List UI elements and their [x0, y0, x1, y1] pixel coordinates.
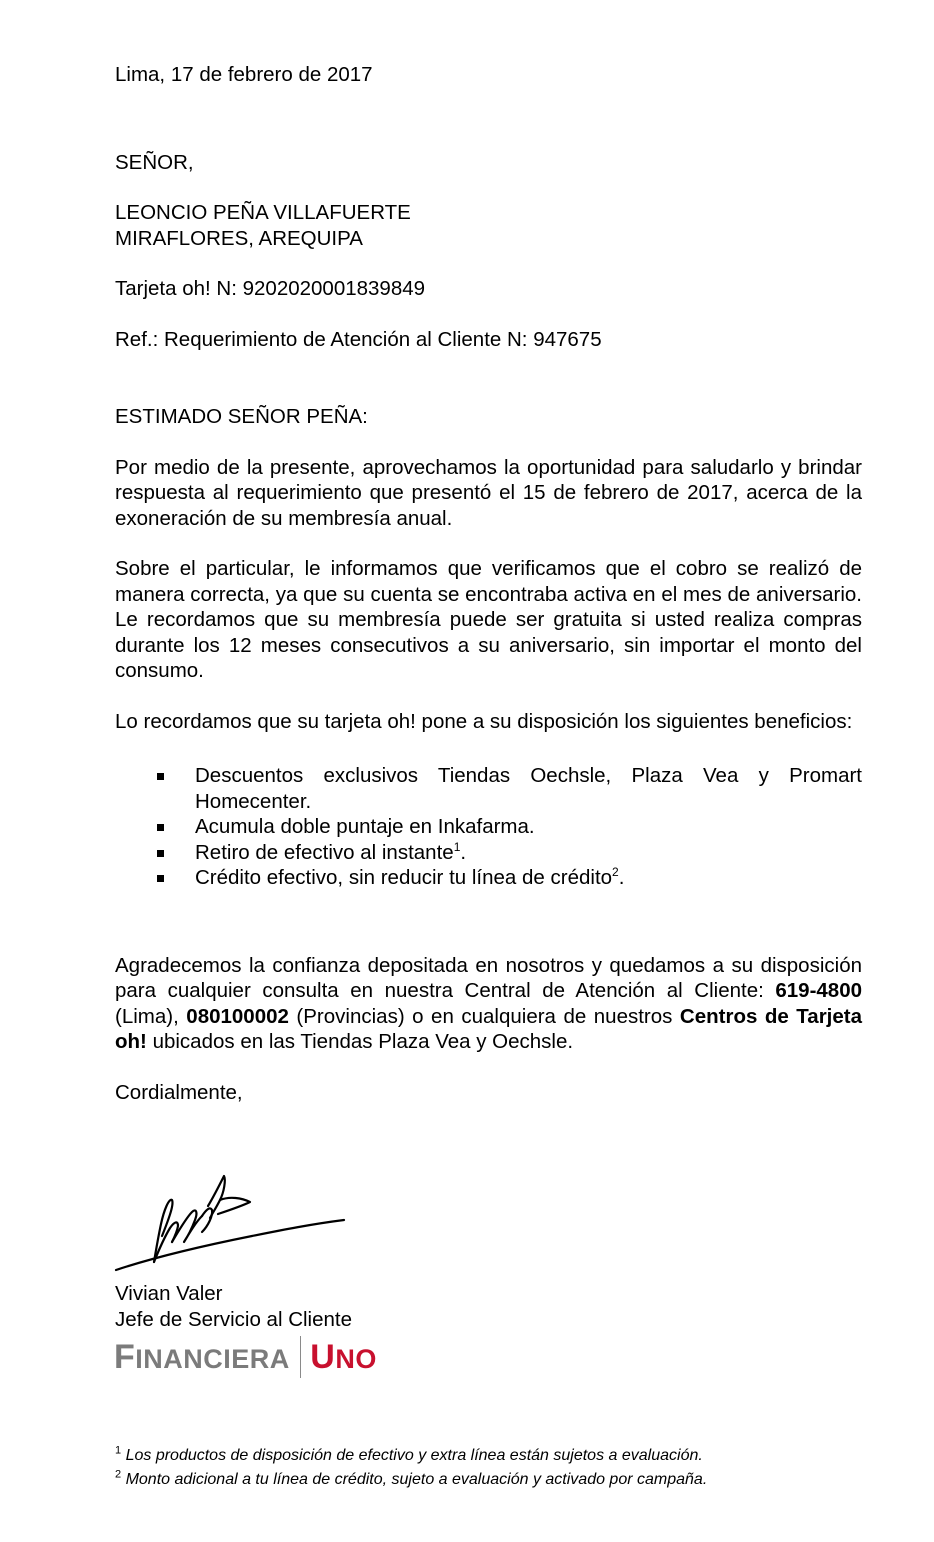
financiera-uno-logo	[114, 1334, 377, 1380]
benefits-list	[115, 763, 862, 891]
signer-title: Jefe de Servicio al Cliente	[115, 1308, 353, 1331]
square-bullet-icon	[157, 850, 164, 857]
sign-off: Cordialmente,	[115, 1080, 243, 1104]
signer-name: Vivian Valer	[115, 1282, 223, 1305]
logo-right-word: UNO	[310, 1337, 377, 1376]
square-bullet-icon	[157, 824, 164, 831]
card-centers: Centros de Tarjeta oh!	[115, 1004, 862, 1053]
logo-left-word: FINANCIERA	[114, 1337, 290, 1376]
recipient-name: LEONCIO PEÑA VILLAFUERTE	[115, 201, 411, 224]
footnotes	[115, 1444, 707, 1492]
paragraph-benefits-intro: Lo recordamos que su tarjeta oh! pone a su disposición los siguientes beneficios:	[115, 709, 853, 733]
logo-divider	[300, 1336, 302, 1378]
square-bullet-icon	[157, 875, 164, 882]
reference-line: Ref.: Requerimiento de Atención al Cliente N: 947675	[115, 327, 602, 351]
paragraph-intro: Por medio de la presente, aprovechamos la oportunidad para saludarlo y brindar respuesta al requerimiento que presentó el 15 de febrero de 2017, acerca de la exoneración de su membresía anual.	[115, 455, 862, 530]
footnote-ref: 1	[453, 839, 461, 854]
greeting: ESTIMADO SEÑOR PEÑA:	[115, 405, 368, 428]
paragraph-explanation: Sobre el particular, le informamos que verificamos que el cobro se realizó de manera correcta, ya que su cuenta se encontraba activa en el mes de aniversario. Le recordamos que su membresía puede ser gratuita si usted realiza compras durante los 12 meses consecutivos a su aniversario, sin importar el monto del consumo.	[115, 557, 862, 682]
list-item: Acumula doble puntaje en Inkafarma.	[195, 814, 862, 840]
phone-provinces: 080100002	[186, 1004, 289, 1028]
date-line: Lima, 17 de febrero de 2017	[115, 63, 373, 86]
handwritten-signature-icon	[112, 1166, 352, 1282]
card-number-line: Tarjeta oh! N: 9202020001839849	[115, 277, 426, 300]
paragraph-closing: Agradecemos la confianza depositada en nosotros y quedamos a su disposición para cualquier consulta en nuestra Central de Atención al Cliente: 619-4800 (Lima), 080100002 (Provincias) o en cualquiera de nuestros Centros de Tarjeta oh! ubicados en las Tiendas Plaza Vea y Oechsle.	[115, 953, 862, 1053]
list-item: Crédito efectivo, sin reducir tu línea de crédito$^2$.	[195, 865, 862, 891]
footnote-ref: 2	[612, 865, 619, 880]
salutation-title: SEÑOR,	[115, 150, 194, 174]
phone-lima: 619-4800	[775, 979, 862, 1002]
footnote-1: $^1$ Los productos de disposición de efectivo y extra línea están sujetos a evaluación.	[115, 1444, 703, 1464]
list-item: Descuentos exclusivos Tiendas Oechsle, Plaza Vea y Promart Homecenter.	[195, 763, 862, 814]
list-item: Retiro de efectivo al instante$^1$.	[195, 840, 862, 866]
footnote-2: $^2$ Monto adicional a tu línea de crédito, sujeto a evaluación y activado por campaña.	[115, 1468, 708, 1488]
square-bullet-icon	[157, 773, 164, 780]
letter-body	[115, 62, 862, 1105]
recipient-location: MIRAFLORES, AREQUIPA	[115, 226, 363, 250]
signature-block	[115, 1281, 352, 1333]
